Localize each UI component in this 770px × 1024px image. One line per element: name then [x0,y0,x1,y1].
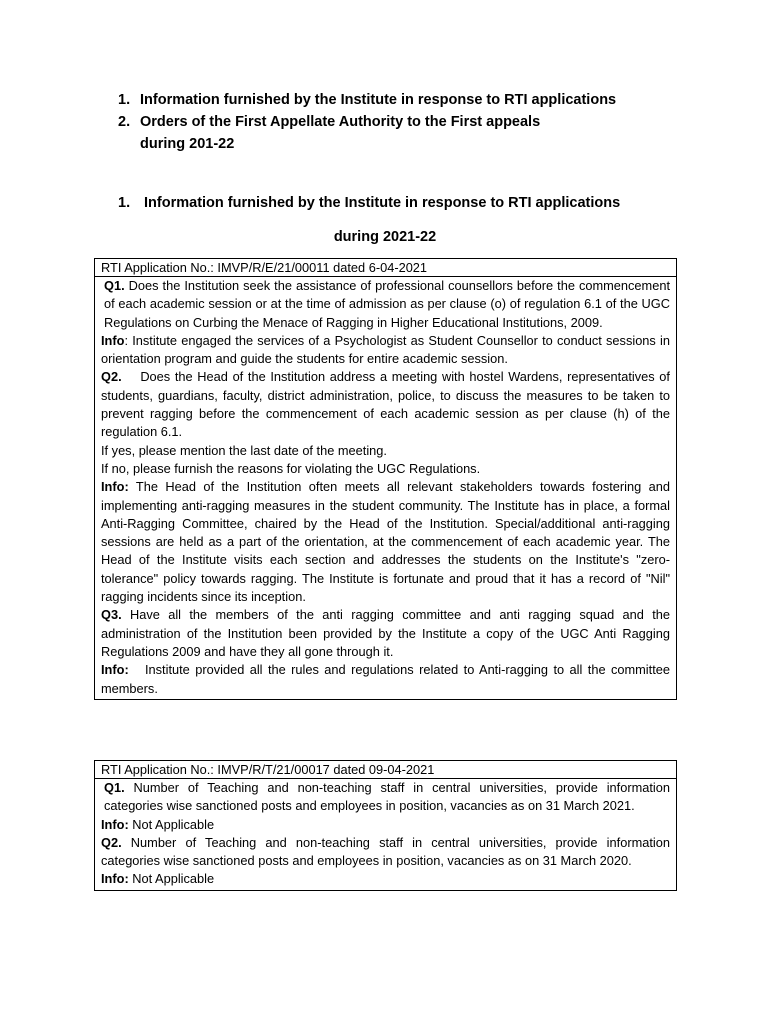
question-label: Q2. [101,834,122,850]
answer-block [101,332,670,369]
question-block [101,277,670,332]
section-subtitle: during 2021-22 [333,229,437,245]
answer-text: : Institute engaged the services of a Psychologist as Student Counsellor to conduct sessions in orientation program and guide the students for entire academic session. [101,332,670,367]
question-text: Does the Institution seek the assistance of professional counsellors before the commencement of each academic session or at the time of admission as per clause (o) of regulation 6.1 of the UGC Regulations on Curbing the Menace of Ragging in Higher Educational Institutions, 2009. [104,278,670,330]
contents-item-2 [118,111,616,133]
contents-item-1 [118,89,616,111]
answer-text: The Head of the Institution often meets all relevant stakeholders towards fostering and implementing anti-ragging measures in the student community. The Institute has in place, a formal Anti-Ragging Committee, chaired by the Head of the Institution. Special/additional anti-ragging sessions are held as a part of the orientation, at the commencement of each academic year. The Head of the Institute visits each section and addresses the students on the Institute's "zero-tolerance" policy towards ragging. The Institute is fortunate and proud that it has a record of "Nil" ragging incidents since its inception. [101,479,670,605]
answer-label: Info: [101,479,129,495]
answer-label: Info: [101,662,129,678]
question-block [101,779,670,816]
rti-application-header: RTI Application No.: IMVP/R/E/21/00011 dated 6-04-2021 [95,259,676,277]
contents-list [118,89,616,155]
section-title-text: Information furnished by the Institute in response to RTI applications [144,195,621,211]
question-label: Q2. [101,369,122,385]
answer-label: Info [101,332,125,348]
section-title [118,195,620,211]
answer-text: Not Applicable [132,871,215,887]
rti-application-body [95,277,676,699]
rti-application-box [94,760,677,891]
answer-text: Not Applicable [132,816,215,832]
rti-application-header: RTI Application No.: IMVP/R/T/21/00017 dated 09-04-2021 [95,761,676,779]
rti-application-box [94,258,677,700]
question-followup: If no, please furnish the reasons for violating the UGC Regulations. [101,460,481,476]
question-text: Number of Teaching and non-teaching staff in central universities, provide information categories wise sanctioned posts and employees in position, vacancies as on 31 March 2020. [101,834,670,869]
contents-item-number: 2. [118,114,131,130]
question-block [101,368,670,441]
contents-item-text: Information furnished by the Institute in response to RTI applications [140,92,617,108]
answer-text: Institute provided all the rules and regulations related to Anti-ragging to all the committee members. [101,662,670,696]
answer-block [101,816,670,834]
question-label: Q1. [104,278,125,293]
answer-block [101,478,670,606]
contents-item-number: 1. [118,92,131,108]
answer-block [101,870,670,888]
question-block [101,606,670,661]
contents-item-continuation: during 201-22 [140,136,235,152]
contents-item-text: Orders of the First Appellate Authority to the First appeals [140,114,541,130]
answer-block [101,661,670,698]
question-label: Q1. [104,780,125,795]
section-number: 1. [118,195,131,211]
question-followup: If yes, please mention the last date of the meeting. [101,442,387,458]
question-text: Does the Head of the Institution address a meeting with hostel Wardens, representatives of students, guardians, faculty, district administration, police, to discuss the measures to be taken to prevent ragging before the commencement of each academic session as per clause (h) of the regulation 6.1. [101,369,670,440]
question-text: Have all the members of the anti ragging committee and anti ragging squad and the administration of the Institution been provided by the Institute a copy of the UGC Anti Ragging Regulations 2009 and have they all gone through it. [101,607,670,659]
question-label: Q3. [101,607,122,623]
question-text: Number of Teaching and non-teaching staff in central universities, provide information categories wise sanctioned posts and employees in position, vacancies as on 31 March 2021. [104,780,670,814]
rti-application-body [95,779,676,890]
answer-label: Info: [101,871,129,887]
question-block [101,834,670,871]
answer-label: Info: [101,816,129,832]
